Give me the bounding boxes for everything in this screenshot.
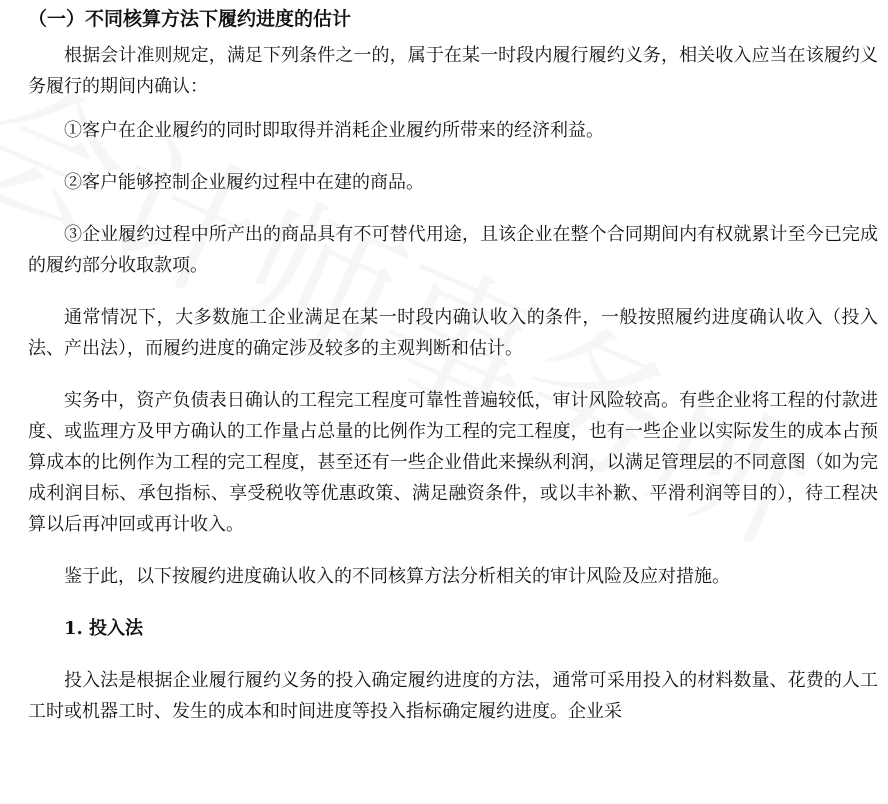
subsection-heading: 1. 投入法 — [64, 618, 144, 639]
paragraph-condition-3: ③企业履约过程中所产出的商品具有不可替代用途，且该企业在整个合同期间内有权就累计至今已完成的履约部分收取款项。 — [28, 224, 878, 276]
paragraph-transition: 鉴于此，以下按履约进度确认收入的不同核算方法分析相关的审计风险及应对措施。 — [64, 566, 730, 587]
paragraph-condition-1: ①客户在企业履约的同时即取得并消耗企业履约所带来的经济利益。 — [64, 120, 604, 141]
paragraph-condition-2: ②客户能够控制企业履约过程中在建的商品。 — [64, 172, 424, 193]
paragraph-general-situation: 通常情况下，大多数施工企业满足在某一时段内确认收入的条件，一般按照履约进度确认收入（投入法、产出法），而履约进度的确定涉及较多的主观判断和估计。 — [28, 307, 878, 359]
paragraph-criteria-intro: 根据会计准则规定，满足下列条件之一的，属于在某一时段内履行履约义务，相关收入应当在该履约义务履行的期间内确认： — [28, 45, 878, 97]
paragraph-input-method: 投入法是根据企业履行履约义务的投入确定履约进度的方法，通常可采用投入的材料数量、花费的人工工时或机器工时、发生的成本和时间进度等投入指标确定履约进度。企业采 — [28, 670, 878, 722]
section-heading: （一）不同核算方法下履约进度的估计 — [28, 8, 352, 30]
paragraph-practice: 实务中，资产负债表日确认的工程完工程度可靠性普遍较低，审计风险较高。有些企业将工程的付款进度、或监理方及甲方确认的工作量占总量的比例作为工程的完工程度，也有一些企业以实际发生的成本占预算成本的比例作为工程的完工程度，甚至还有一些企业借此来操纵利润，以满足管理层的不同意图（如为完成利润目标、承包指标、享受税收等优惠政策、满足融资条件，或以丰补歉、平滑利润等目的），待工程决算以后再冲回或再计收入。 — [28, 390, 878, 535]
